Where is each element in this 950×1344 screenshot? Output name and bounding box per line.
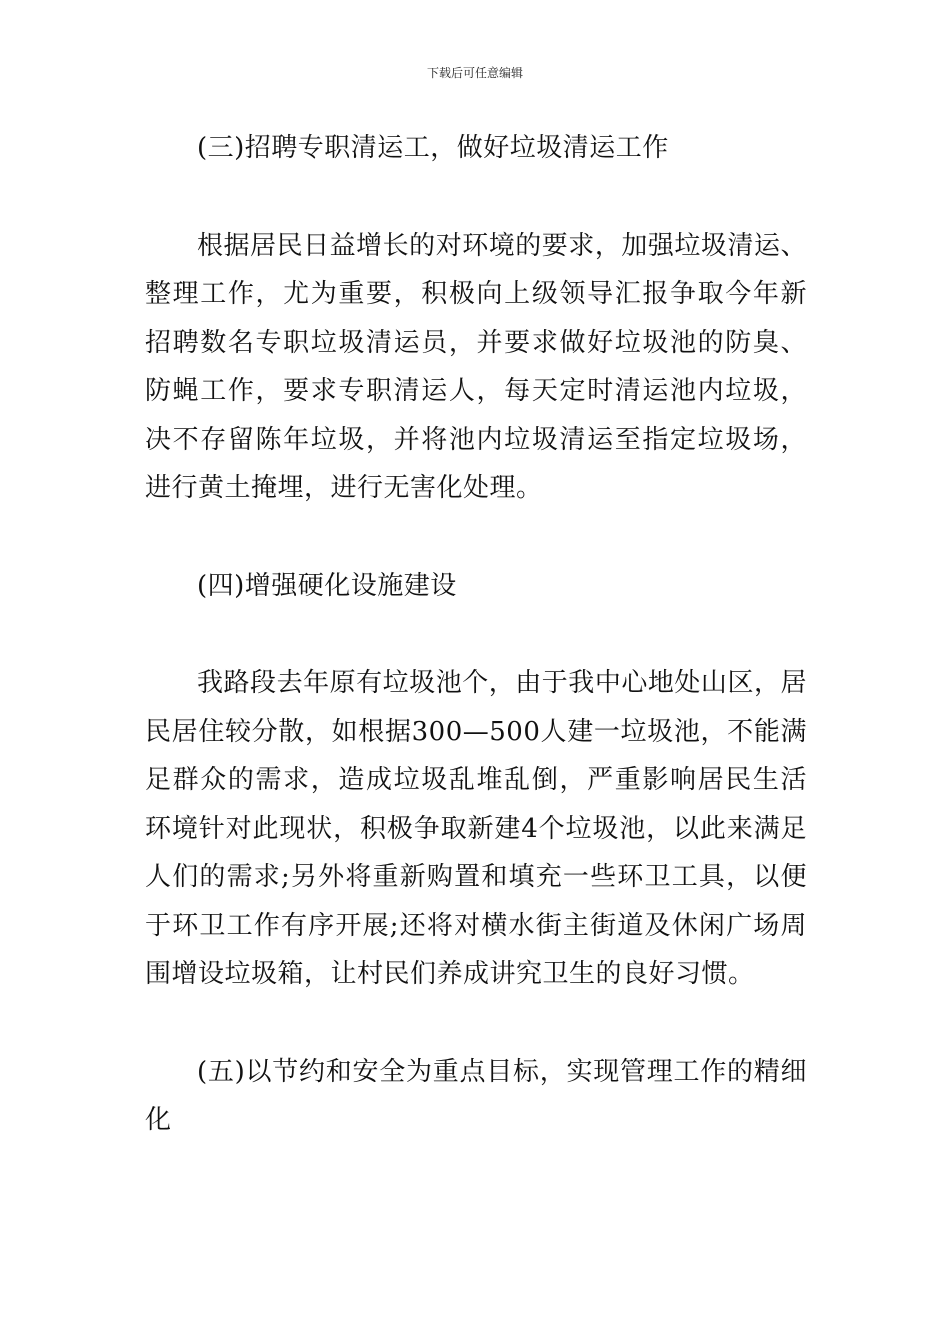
section-heading-3: (三)招聘专职清运工，做好垃圾清运工作: [197, 133, 669, 163]
section-heading-4: (四)增强硬化设施建设: [197, 570, 457, 601]
page-header-note: 下载后可任意编辑: [426, 66, 523, 80]
section-paragraph-3: 根据居民日益增长的对环境的要求，加强垃圾清运、整理工作，尤为重要，积极向上级领导汇报争取今年新招聘数名专职垃圾清运员，并要求做好垃圾池的防臭、防蝇工作，要求专职清运人，每天定时清运池内垃圾，决不存留陈年垃圾，并将池内垃圾清运至指定垃圾场，进行黄土掩埋，进行无害化处理。: [145, 230, 807, 503]
document-body: [145, 124, 807, 1145]
section-paragraph-4: 我路段去年原有垃圾池个，由于我中心地处山区，居民居住较分散，如根据300—500人建一垃圾池，不能满足群众的需求，造成垃圾乱堆乱倒，严重影响居民生活环境针对此现状，积极争取新建4个垃圾池，以此来满足人们的需求;另外将重新购置和填充一些环卫工具，以便于环卫工作有序开展;还将对横水街主街道及休闲广场周围增设垃圾箱，让村民们养成讲究卫生的良好习惯。: [145, 668, 807, 989]
section-heading-5: (五)以节约和安全为重点目标，实现管理工作的精细化: [145, 1056, 807, 1135]
